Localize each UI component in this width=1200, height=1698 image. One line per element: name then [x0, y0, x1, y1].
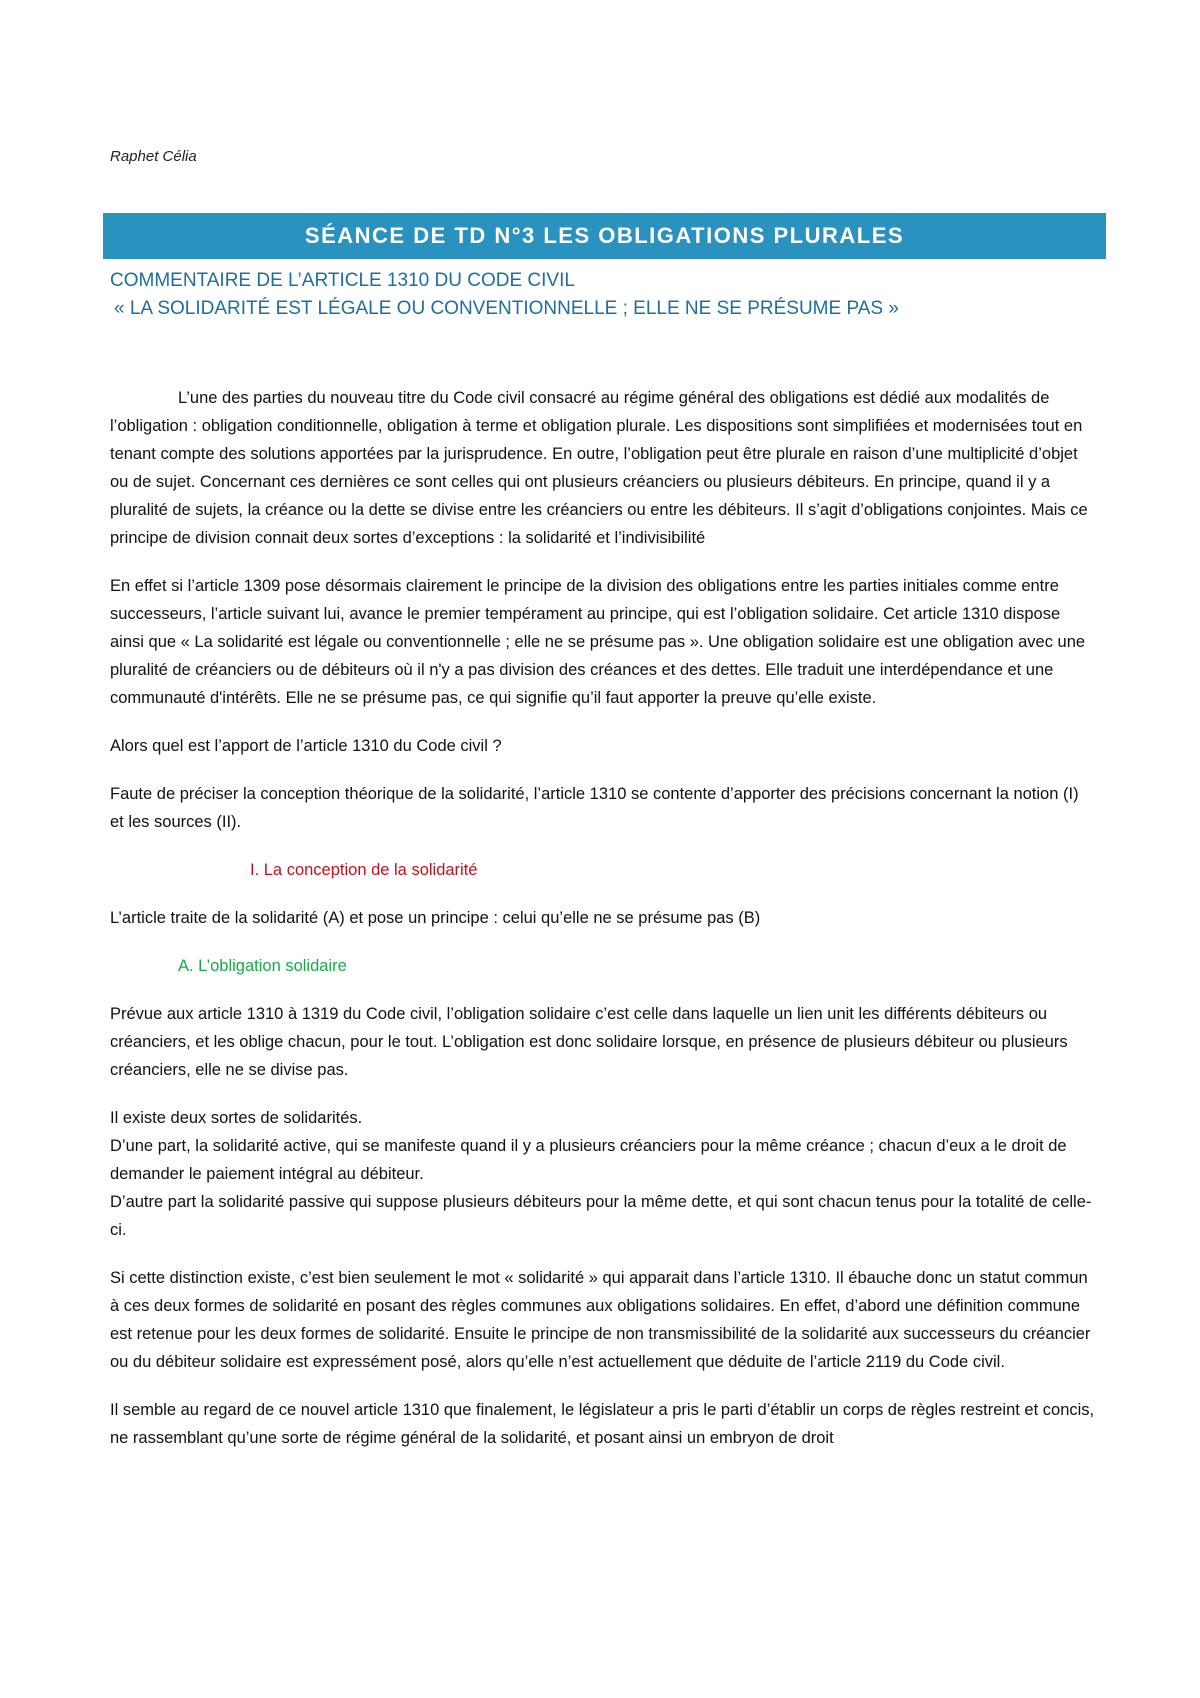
section-heading-1: I. La conception de la solidarité: [250, 861, 478, 879]
subtitle-line-2: « LA SOLIDARITÉ EST LÉGALE OU CONVENTIONNELLE ; ELLE NE SE PRÉSUME PAS »: [114, 298, 899, 319]
paragraph-faute: Faute de préciser la conception théorique de la solidarité, l’article 1310 se contente d’apporter des précisions concernant la notion (I) et les sources (II).: [110, 785, 1079, 831]
paragraph-distinction: Si cette distinction existe, c’est bien seulement le mot « solidarité » qui apparait dans l’article 1310. Il ébauche donc un statut commun à ces deux formes de solidarité en posant des règles communes aux obligations solidaires. En effet, d’abord une définition commune est retenue pour les deux formes de solidarité. Ensuite le principe de non transmissibilité de la solidarité aux successeurs du créancier ou du débiteur solidaire est expressément posé, alors qu’elle n’est actuellement que déduite de l’article 2119 du Code civil.: [110, 1269, 1091, 1371]
paragraph-semble: Il semble au regard de ce nouvel article 1310 que finalement, le législateur a pris le parti d’établir un corps de règles restreint et concis, ne rassemblant qu’une sorte de régime général de la solidarité, et posant ainsi un embryon de droit: [110, 1401, 1095, 1447]
subtitle-line-1: COMMENTAIRE DE L’ARTICLE 1310 DU CODE CIVIL: [110, 270, 575, 291]
paragraph-question: Alors quel est l’apport de l’article 1310 du Code civil ?: [110, 737, 502, 755]
paragraph-article-traite: L’article traite de la solidarité (A) et pose un principe : celui qu’elle ne se présume pas (B): [110, 909, 761, 927]
title-banner: SÉANCE DE TD N°3 LES OBLIGATIONS PLURALES: [103, 213, 1106, 259]
paragraph-solidarite-active: D’une part, la solidarité active, qui se manifeste quand il y a plusieurs créanciers pour la même créance ; chacun d’eux a le droit de demander le paiement intégral au débiteur.: [110, 1137, 1067, 1183]
author-name: Raphet Célia: [110, 148, 197, 165]
paragraph-prevue: Prévue aux article 1310 à 1319 du Code civil, l’obligation solidaire c’est celle dans laquelle un lien unit les différents débiteurs ou créanciers, et les oblige chacun, pour le tout. L’obligation est donc solidaire lorsque, en présence de plusieurs débiteur ou plusieurs créanciers, elle ne se divise pas.: [110, 1005, 1068, 1079]
subsection-heading-a: A. L’obligation solidaire: [178, 957, 347, 975]
paragraph-deux-sortes: Il existe deux sortes de solidarités.: [110, 1109, 363, 1127]
paragraph-intro: L’une des parties du nouveau titre du Code civil consacré au régime général des obligations est dédié aux modalités de l’obligation : obligation conditionnelle, obligation à terme et obligation plurale. Les dispositions sont simplifiées et modernisées tout en tenant compte des solutions apportées par la jurisprudence. En outre, l’obligation peut être plurale en raison d’une multiplicité d’objet ou de sujet. Concernant ces dernières ce sont celles qui ont plusieurs créanciers ou plusieurs débiteurs. En principe, quand il y a pluralité de sujets, la créance ou la dette se divise entre les créanciers ou entre les débiteurs. Il s’agit d’obligations conjointes. Mais ce principe de division connait deux sortes d’exceptions : la solidarité et l’indivisibilité: [110, 389, 1088, 547]
document-body: [110, 384, 1095, 1472]
paragraph-effet: En effet si l’article 1309 pose désormais clairement le principe de la division des obligations entre les parties initiales comme entre successeurs, l’article suivant lui, avance le premier tempérament au principe, qui est l’obligation solidaire. Cet article 1310 dispose ainsi que « La solidarité est légale ou conventionnelle ; elle ne se présume pas ». Une obligation solidaire est une obligation avec une pluralité de créanciers ou de débiteurs où il n'y a pas division des créances et des dettes. Elle traduit une interdépendance et une communauté d'intérêts. Elle ne se présume pas, ce qui signifie qu’il faut apporter la preuve qu’elle existe.: [110, 577, 1086, 707]
paragraph-solidarite-passive: D’autre part la solidarité passive qui suppose plusieurs débiteurs pour la même dette, et qui sont chacun tenus pour la totalité de celle-ci.: [110, 1193, 1092, 1239]
